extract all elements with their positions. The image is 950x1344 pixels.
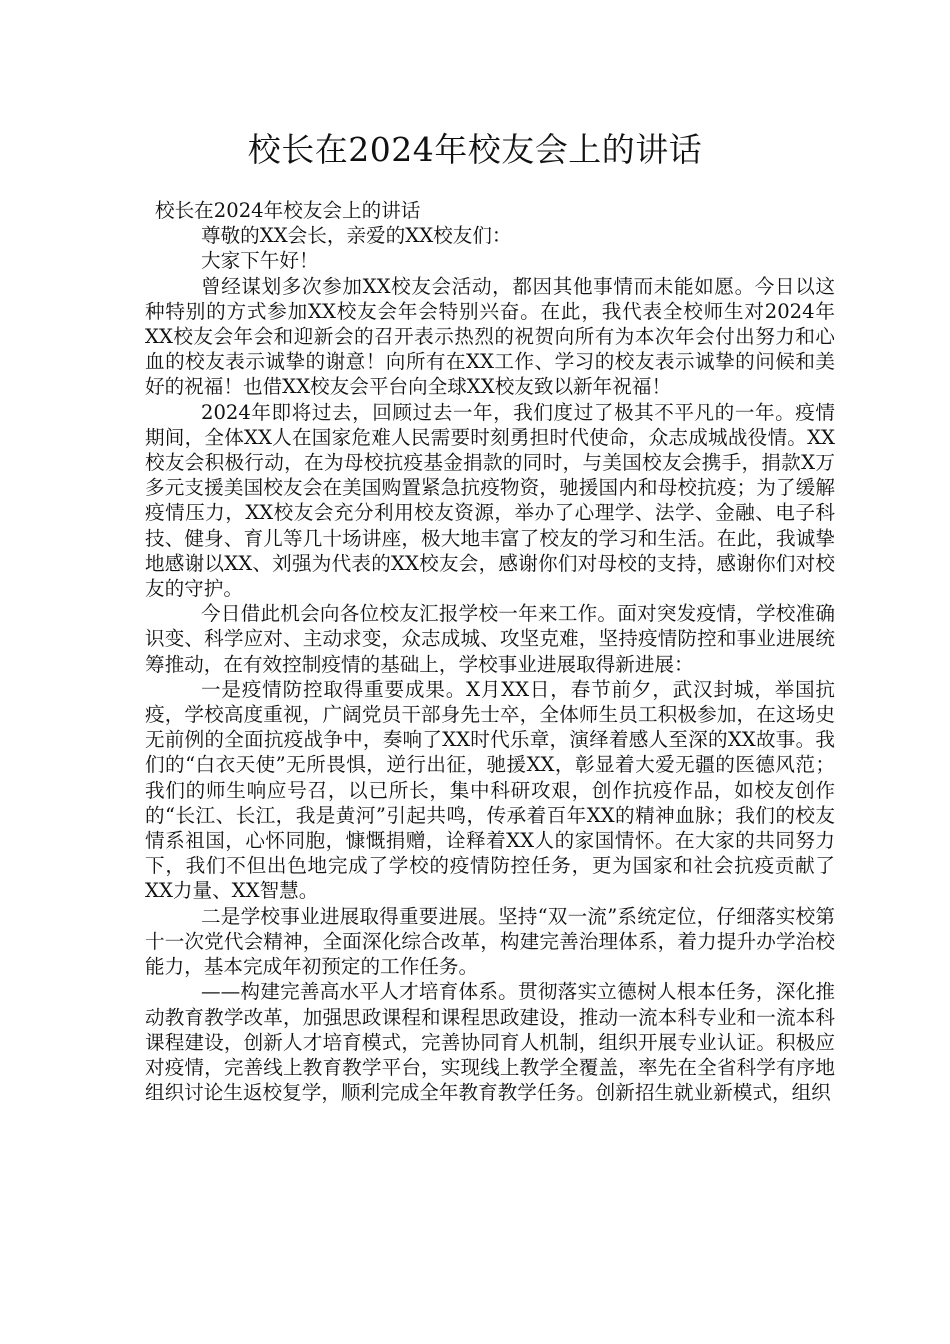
- paragraph-epidemic: 一是疫情防控取得重要成果。X月XX日，春节前夕，武汉封城，举国抗疫，学校高度重视，广阔党员干部身先士卒，全体师生员工积极参加，在这场史无前例的全面抗疫战争中，奏响了XX时代乐章，演绎着感人至深的XX故事。我们的“白衣天使”无所畏惧，逆行出征，驰援XX，彰显着大爱无疆的医德风范；我们的师生响应号召，以已所长，集中科研攻艰，创作抗疫作品，如校友创作的“长江、长江，我是黄河”引起共鸣，传承着百年XX的精神血脉；我们的校友情系祖国，心怀同胞，慷慨捐赠，诠释着XX人的家国情怀。在大家的共同努力下，我们不但出色地完成了学校的疫情防控任务，更为国家和社会抗疫贡献了XX力量、XX智慧。: [145, 677, 835, 903]
- document-body: [145, 198, 835, 1105]
- paragraph-opening: 曾经谋划多次参加XX校友会活动，都因其他事情而未能如愿。今日以这种特别的方式参加XX校友会年会特别兴奋。在此，我代表全校师生对2024年XX校友会年会和迎新会的召开表示热烈的祝贺向所有为本次年会付出努力和心血的校友表示诚挚的谢意！向所有在XX工作、学习的校友表示诚挚的问候和美好的祝福！也借XX校友会平台向全球XX校友致以新年祝福！: [145, 274, 835, 399]
- paragraph-progress: 二是学校事业进展取得重要进展。坚持“双一流”系统定位，仔细落实校第十一次党代会精神，全面深化综合改革，构建完善治理体系，着力提升办学治校能力，基本完成年初预定的工作任务。: [145, 904, 835, 979]
- paragraph-review: 2024年即将过去，回顾过去一年，我们度过了极其不平凡的一年。疫情期间，全体XX人在国家危难人民需要时刻勇担时代使命，众志成城战役情。XX校友会积极行动，在为母校抗疫基金捐款的同时，与美国校友会携手，捐款X万多元支援美国校友会在美国购置紧急抗疫物资，驰援国内和母校抗疫；为了缓解疫情压力，XX校友会充分利用校友资源，举办了心理学、法学、金融、电子科技、健身、育儿等几十场讲座，极大地丰富了校友的学习和生活。在此，我诚挚地感谢以XX、刘强为代表的XX校友会，感谢你们对母校的支持，感谢你们对校友的守护。: [145, 400, 835, 601]
- document-subtitle: 校长在2024年校友会上的讲话: [155, 199, 421, 222]
- salutation-line: 大家下午好！: [201, 249, 319, 273]
- document-title: 校长在2024年校友会上的讲话: [247, 130, 703, 169]
- greeting-line: 尊敬的XX会长，亲爱的XX校友们：: [201, 224, 512, 248]
- paragraph-talent: ——构建完善高水平人才培育体系。贯彻落实立德树人根本任务，深化推动教育教学改革，加强思政课程和课程思政建设，推动一流本科专业和一流本科课程建设，创新人才培育模式，完善协同育人机制，组织开展专业认证。积极应对疫情，完善线上教育教学平台，实现线上教学全覆盖，率先在全省科学有序地组织讨论生返校复学，顺利完成全年教育教学任务。创新招生就业新模式，组织: [145, 980, 835, 1105]
- paragraph-report: 今日借此机会向各位校友汇报学校一年来工作。面对突发疫情，学校准确识变、科学应对、主动求变，众志成城、攻坚克难，坚持疫情防控和事业进展统筹推动，在有效控制疫情的基础上，学校事业进展取得新进展：: [145, 602, 835, 676]
